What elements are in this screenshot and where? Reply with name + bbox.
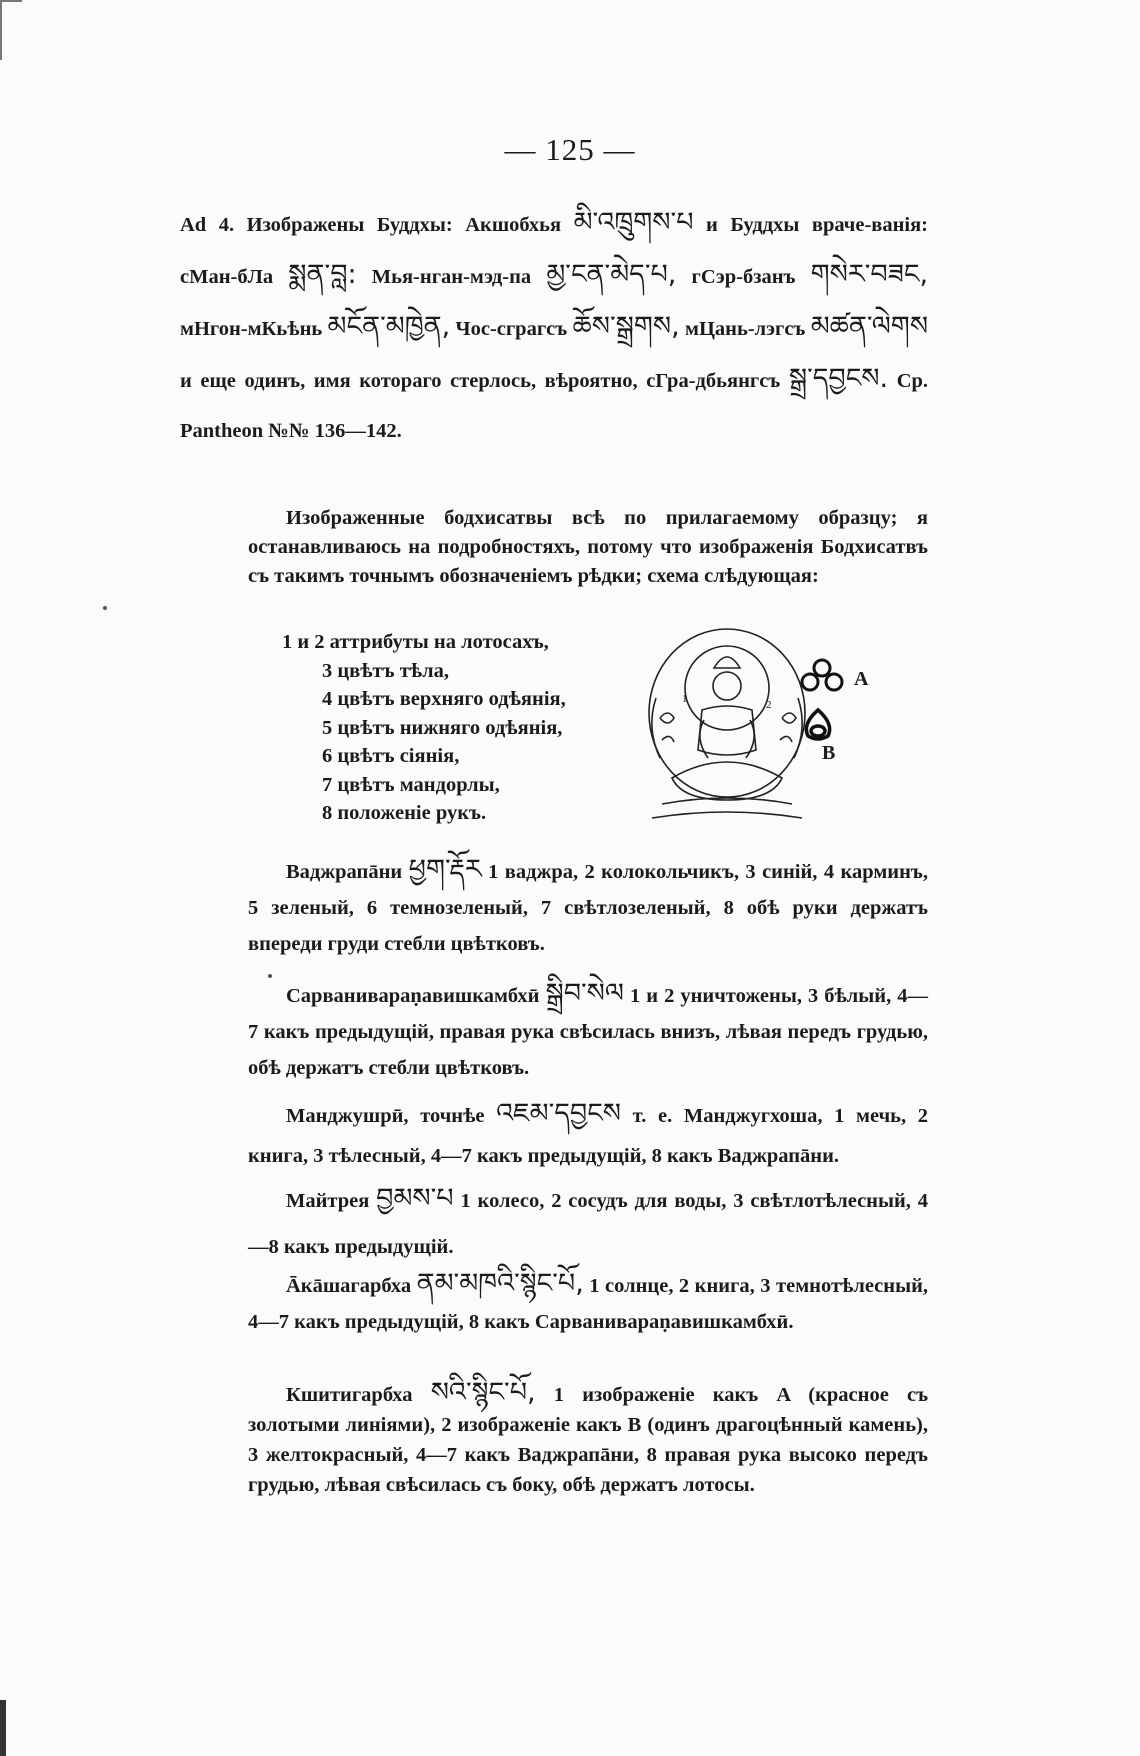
list-item: 7 цвѣтъ мандорлы, <box>322 773 500 796</box>
paragraph-akashagarbha <box>248 1266 928 1340</box>
speck <box>103 606 107 610</box>
attribute-list <box>282 628 566 828</box>
tibetan-text: སྒྲ་དབྱངས. <box>788 363 889 394</box>
text: Ad 4. Изображены Буддхы: Акшобхья <box>180 214 562 236</box>
mark-b-label: B <box>822 742 836 764</box>
tibetan-text: ཕྱག་རྡོར <box>408 854 482 885</box>
paragraph-text: 1 солнце, 2 книга, 3 темнотѣлесный, 4—7 какъ предыдущій, 8 какъ Сарванивараṇавишкамбхӣ. <box>248 1275 929 1333</box>
text: Чос-сграгсъ <box>455 318 568 340</box>
paragraph-text: 1 и 2 уничтожены, 3 бѣлый, 4—7 какъ предыдущій, правая рука свѣсилась внизъ, лѣвая передъ грудью, обѣ держатъ стебли цвѣтковъ. <box>248 985 928 1079</box>
tibetan-text: སྨན་བླ: <box>288 259 357 290</box>
tibetan-text: གསེར་བཟང, <box>810 259 929 290</box>
text: гСэр-бзанъ <box>691 266 796 288</box>
text: Мья-нган-мэд-па <box>371 266 532 288</box>
paragraph-sarvanivarana <box>248 976 928 1086</box>
tibetan-text: མངོན་མཁྱེན, <box>327 311 451 342</box>
paragraph-intro <box>248 504 928 591</box>
attribute-symbols <box>794 656 874 766</box>
paragraph-manjushri <box>248 1094 928 1176</box>
jewel-cluster-icon <box>794 656 850 696</box>
paragraph-text: т. е. Манджугхоша, 1 мечь, 2 книга, 3 тѣлесный, 4—7 какъ предыдущій, 8 какъ Ваджрапāни. <box>248 1105 929 1167</box>
text: мЦань-лэгсъ <box>685 318 806 340</box>
tibetan-text: ཆོས་སྒྲགས, <box>572 311 680 342</box>
tibetan-text: མྱ་ངན་མེད་པ, <box>546 259 677 290</box>
figure-label-2: 2 <box>766 699 772 711</box>
deity-name: Манджушрӣ, точнѣе <box>286 1105 485 1127</box>
text: мНгон-мКьѣнь <box>180 318 323 340</box>
paragraph-maitreya <box>248 1176 928 1270</box>
tibetan-text: སྒྲིབ་སེལ <box>545 978 624 1009</box>
deity-name: Кшитигарбха <box>286 1384 413 1406</box>
single-jewel-icon <box>798 706 838 744</box>
list-item: 3 цвѣтъ тѣла, <box>322 659 449 682</box>
tibetan-text: མཚན་ལེགས <box>810 311 929 342</box>
paragraph-text: 1 колесо, 2 сосудъ для воды, 3 свѣтлотѣлесный, 4—8 какъ предыдущій. <box>248 1190 928 1258</box>
tibetan-text: འཇམ་དབྱངས <box>496 1098 622 1129</box>
paragraph-vajrapani <box>248 852 928 962</box>
list-item: 6 цвѣтъ сіянія, <box>322 745 460 767</box>
text: и Буддхы враче-ванія: сМан-бЛа <box>180 214 929 288</box>
list-item: 8 положеніе рукъ. <box>322 802 487 824</box>
list-item: 4 цвѣтъ верхняго одѣянія, <box>322 688 566 710</box>
page-number: — 125 — <box>504 132 636 167</box>
deity-name: Ваджрапāни <box>286 861 403 883</box>
text: Ср. Pantheon №№ 136—142. <box>180 370 929 442</box>
scan-edge-mark <box>0 1700 6 1756</box>
deity-name: Āкāшагарбха <box>286 1275 412 1297</box>
list-item: 1 и 2 аттрибуты на лотосахъ, <box>282 631 549 653</box>
deity-name: Сарванивараṇавишкамбхӣ <box>286 985 540 1007</box>
paragraph-text: Изображенные бодхисатвы всѣ по прилагаемому образцу; я останавливаюсь на подробностяхъ, потому что изображенія Бодхисатвъ съ такимъ точнымъ обозначеніемъ рѣдки; схема слѣдующая: <box>248 507 928 587</box>
tibetan-text: ནམ་མཁའི་སྙིང་པོ, <box>416 1268 584 1299</box>
mark-a-label: A <box>854 668 869 690</box>
figure-label-1: 1 <box>682 693 688 705</box>
tibetan-text: སའི་སྙིང་པོ, <box>430 1377 536 1408</box>
scan-edge-mark <box>0 0 22 2</box>
tibetan-text: བྱམས་པ <box>376 1183 454 1214</box>
paragraph-ad4 <box>180 198 928 456</box>
text: и еще одинъ, имя котораго стерлось, вѣроятно, сГра-дбьянгсъ <box>180 370 781 392</box>
paragraph-text: 1 изображеніе какъ A (красное съ золотыми линіями), 2 изображеніе какъ B (одинъ драгоцѣнный камень), 3 желтокрасный, 4—7 какъ Ваджрапāни, 8 правая рука высоко передъ грудью, лѣвая свѣсилась съ боку, обѣ держатъ лотосы. <box>248 1384 929 1496</box>
scan-edge-mark <box>0 0 6 60</box>
paragraph-text: 1 ваджра, 2 колокольчикъ, 3 синій, 4 карминъ, 5 зеленый, 6 темнозеленый, 7 свѣтлозеленый, 8 обѣ руки держатъ впереди груди стебли цвѣтковъ. <box>248 861 928 955</box>
paragraph-kshitigarbha <box>248 1378 928 1500</box>
tibetan-text: མི་འཁྲུགས་པ <box>573 207 694 238</box>
list-item: 5 цвѣтъ нижняго одѣянія, <box>322 716 563 739</box>
deity-name: Майтрея <box>286 1190 370 1212</box>
